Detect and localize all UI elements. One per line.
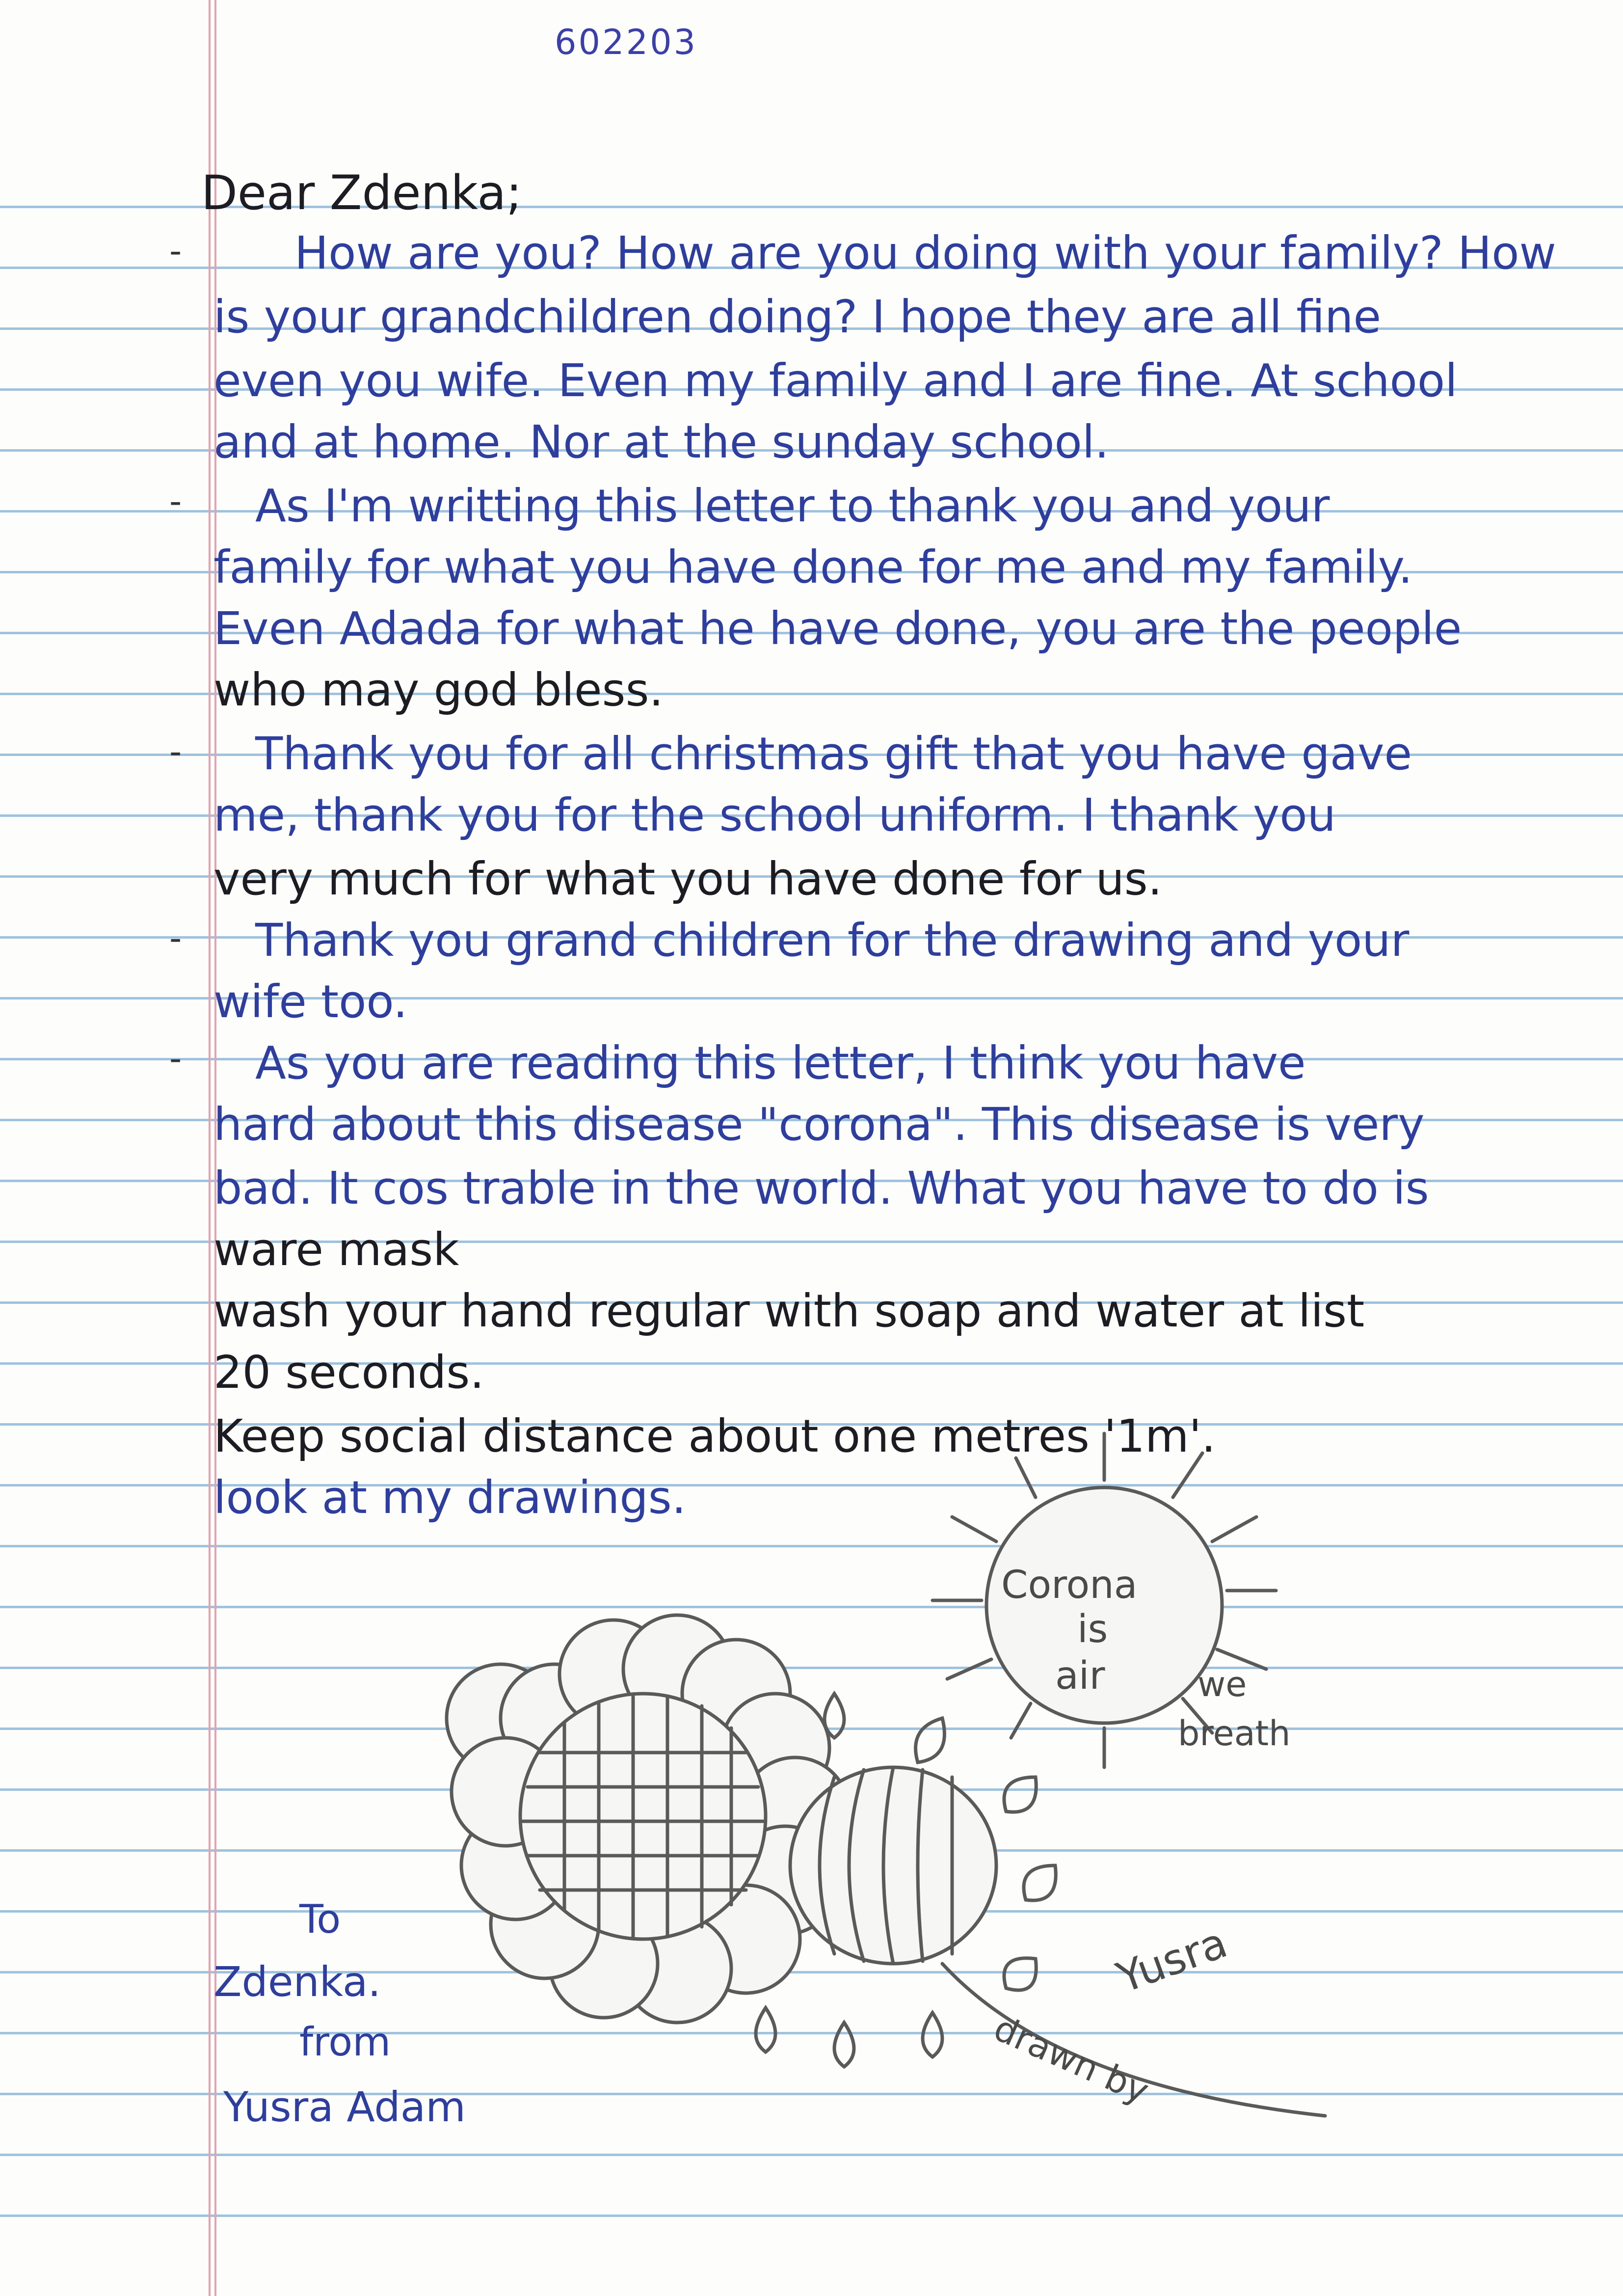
letter-line: who may god bless.: [213, 664, 664, 716]
letter-line: very much for what you have done for us.: [213, 853, 1162, 905]
paragraph-marker: -: [169, 1038, 182, 1079]
letter-line: is your grandchildren doing? I hope they are all fine: [213, 291, 1382, 343]
closing-from-label: from: [299, 2019, 391, 2065]
letter-line: me, thank you for the school uniform. I thank you: [213, 789, 1336, 841]
closing-to-label: To: [299, 1896, 341, 1942]
paragraph-marker: -: [169, 231, 182, 271]
salutation: Dear Zdenka;: [201, 165, 522, 220]
sun-text: air: [1055, 1654, 1105, 1698]
letter-line: and at home. Nor at the sunday school.: [213, 416, 1109, 468]
breath-text: breath: [1178, 1713, 1291, 1754]
paragraph-marker: -: [169, 918, 182, 958]
letter-line: Keep social distance about one metres '1m'.: [213, 1410, 1216, 1462]
closing-to-name: Zdenka.: [213, 1958, 381, 2006]
letter-line: bad. It cos trable in the world. What you have to do is: [213, 1162, 1429, 1215]
document-id: 602203: [555, 22, 698, 62]
drawn-by-text: drawn by: [988, 2007, 1155, 2112]
letter-line: hard about this disease "corona". This disease is very: [213, 1098, 1425, 1151]
paragraph-marker: -: [169, 731, 182, 772]
letter-line: How are you? How are you doing with your family? How: [294, 227, 1556, 279]
paragraph-marker: -: [169, 481, 182, 521]
letter-line: wash your hand regular with soap and water at list: [213, 1285, 1365, 1337]
letter-line: Thank you for all christmas gift that you have gave: [255, 728, 1412, 780]
letter-line: look at my drawings.: [213, 1471, 686, 1524]
letter-line: Even Adada for what he have done, you are the people: [213, 602, 1462, 655]
sun-text: Corona: [1001, 1563, 1138, 1607]
sun-text: is: [1077, 1607, 1108, 1651]
letter-line: Thank you grand children for the drawing and your: [255, 914, 1410, 967]
letter-line: As you are reading this letter, I think you have: [255, 1037, 1306, 1089]
breath-text: we: [1197, 1664, 1247, 1704]
letter-line: 20 seconds.: [213, 1346, 484, 1399]
letter-line: ware mask: [213, 1223, 459, 1276]
letter-line: family for what you have done for me and my family.: [213, 541, 1413, 594]
artist-signature: Yusra: [1110, 1918, 1234, 2003]
letter-line: wife too.: [213, 975, 408, 1028]
closing-from-name: Yusra Adam: [223, 2083, 466, 2131]
letter-line: even you wife. Even my family and I are fine. At school: [213, 354, 1458, 407]
flower-drawing: [447, 1615, 1325, 2116]
letter-line: As I'm writting this letter to thank you and your: [255, 480, 1330, 532]
